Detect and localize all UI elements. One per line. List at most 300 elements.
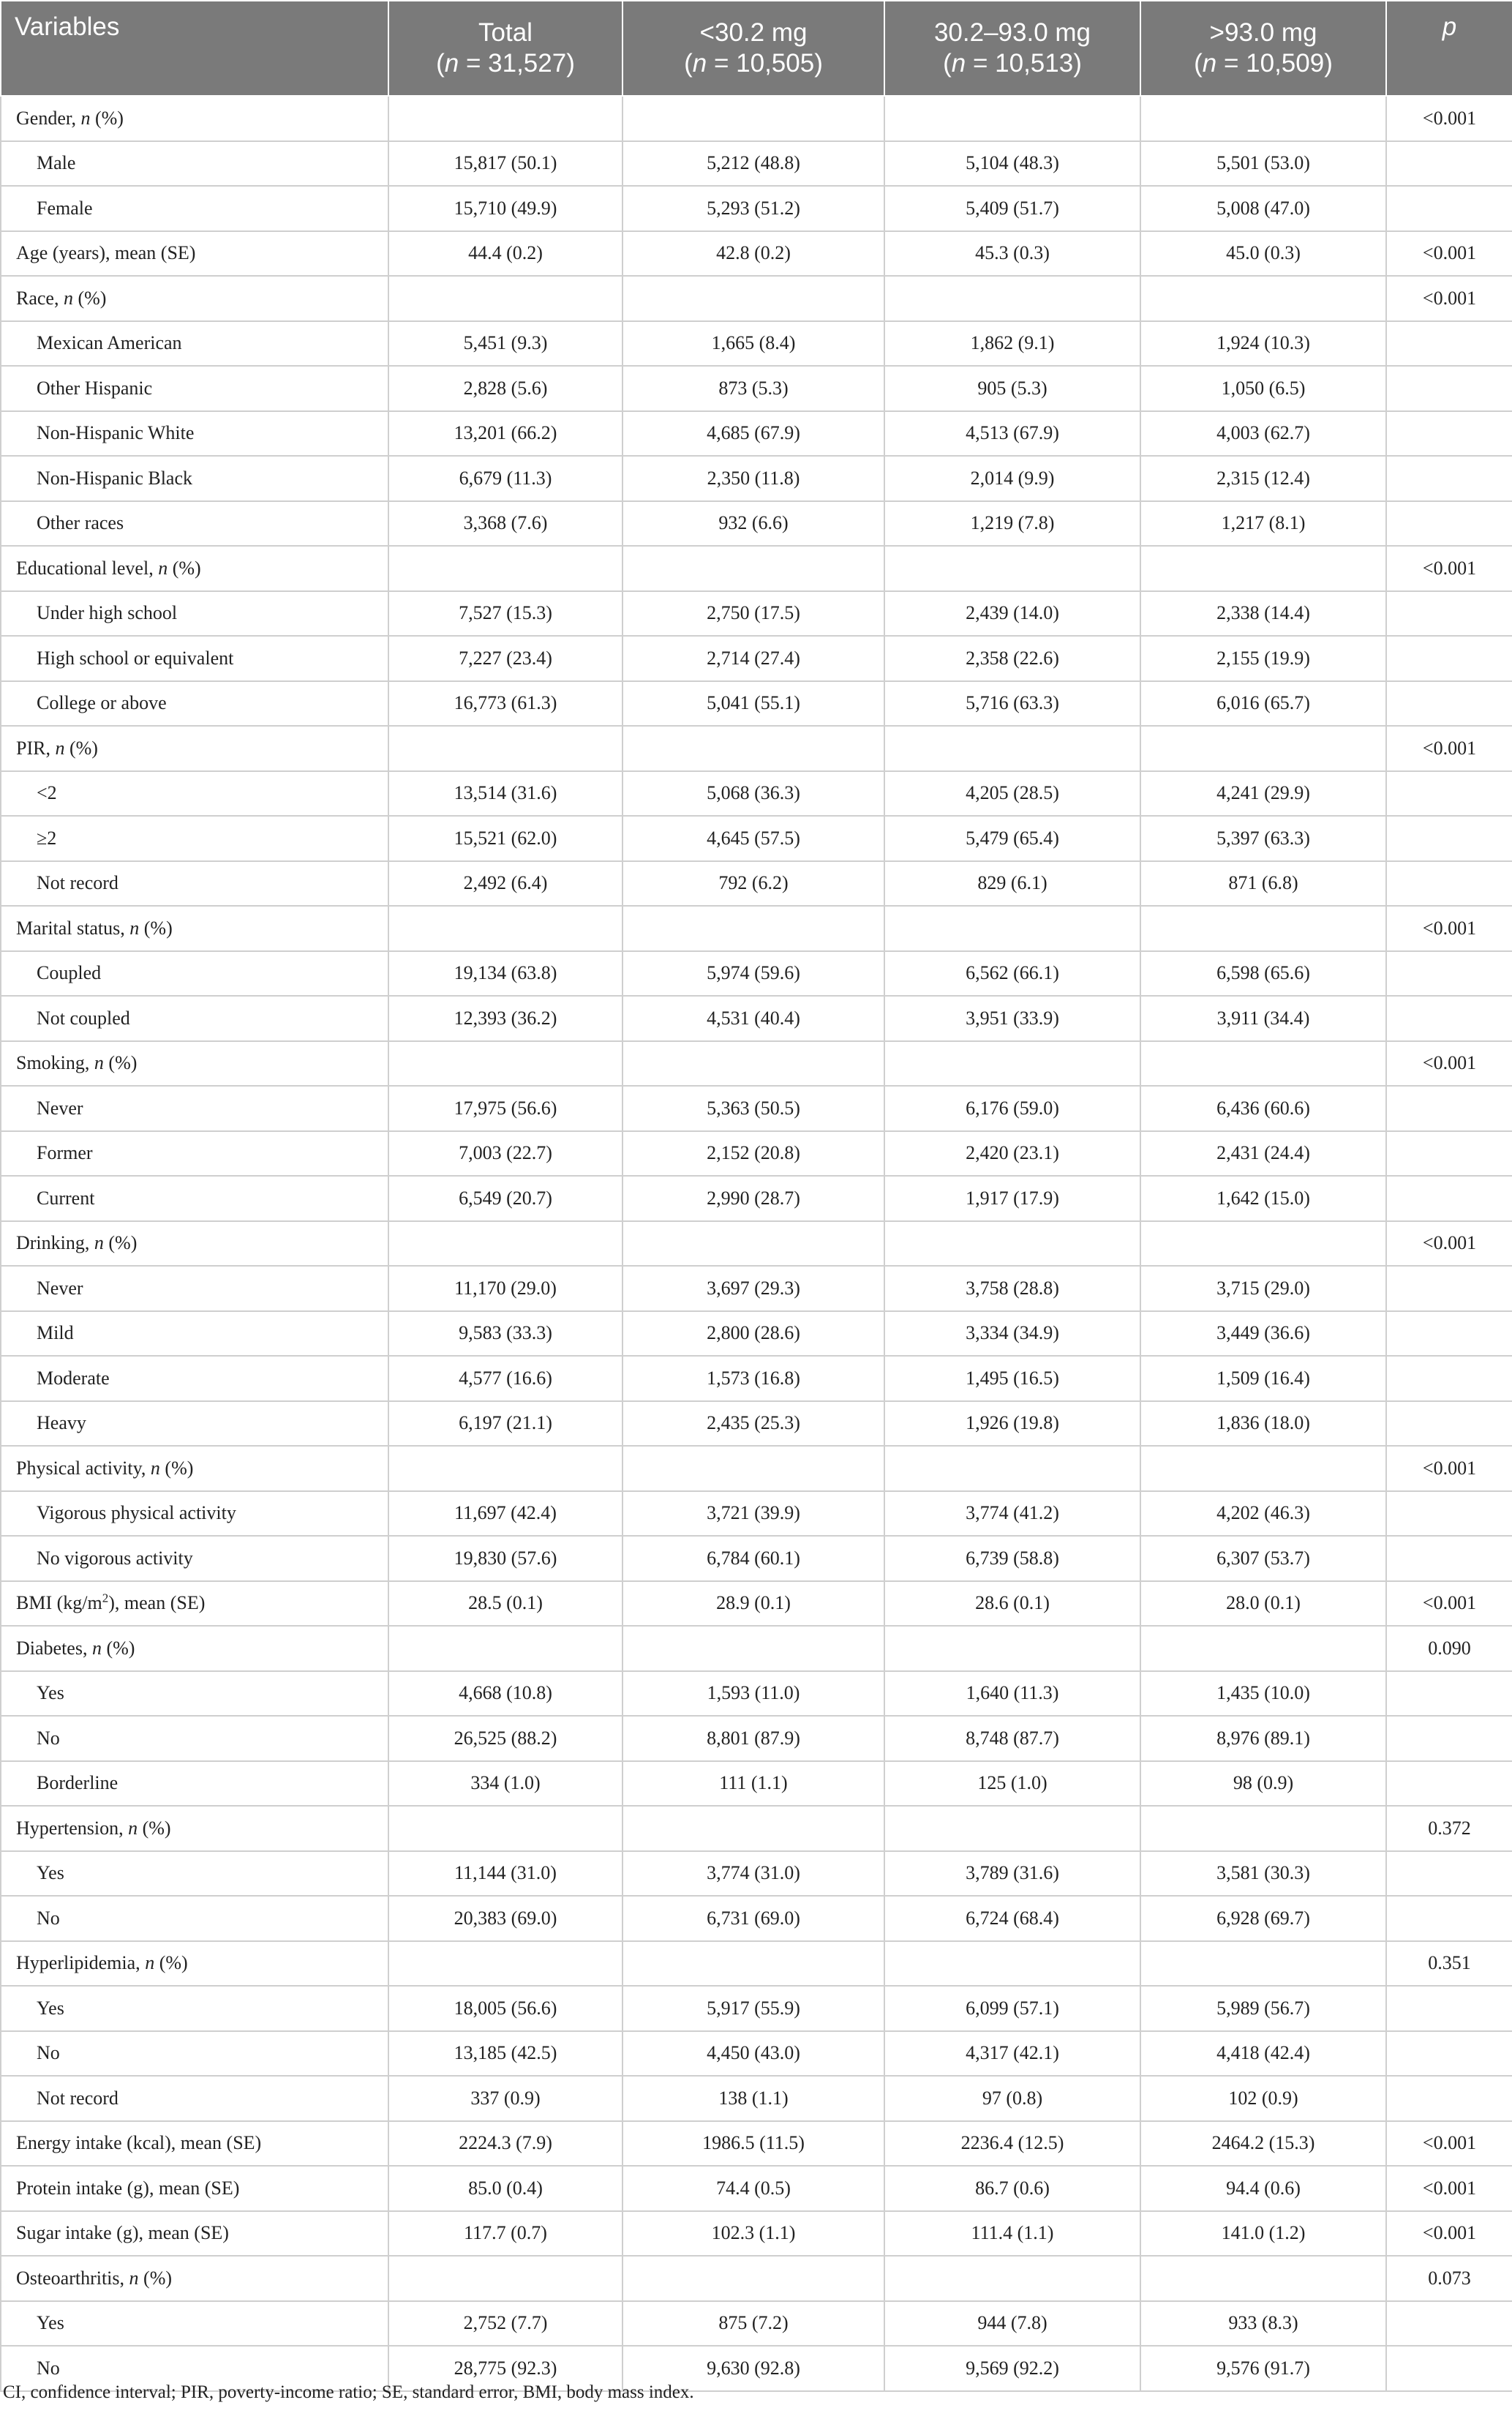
cell-total: 13,185 (42.5) bbox=[388, 2031, 623, 2077]
cell-total: 44.4 (0.2) bbox=[388, 231, 623, 277]
row-label-text: Osteoarthritis, bbox=[16, 2267, 129, 2289]
table-row bbox=[1, 276, 1512, 321]
cell-mid-group: 2236.4 (12.5) bbox=[884, 2121, 1140, 2167]
cell-high-group: 3,581 (30.3) bbox=[1140, 1851, 1386, 1897]
cell-p-value: <0.001 bbox=[1386, 2211, 1512, 2257]
cell-high-group: 1,642 (15.0) bbox=[1140, 1176, 1386, 1221]
row-label bbox=[1, 951, 388, 997]
table-row bbox=[1, 321, 1512, 367]
row-label bbox=[1, 771, 388, 817]
cell-mid-group bbox=[884, 1041, 1140, 1087]
row-label-text: Drinking, bbox=[16, 1232, 94, 1254]
cell-total: 2,752 (7.7) bbox=[388, 2301, 623, 2347]
row-label-text: ≥2 bbox=[37, 827, 57, 849]
cell-p-value bbox=[1386, 2346, 1512, 2391]
row-label-italic: n bbox=[150, 1457, 160, 1479]
cell-high-group: 5,501 (53.0) bbox=[1140, 141, 1386, 187]
cell-low-group: 4,450 (43.0) bbox=[623, 2031, 884, 2077]
table-row bbox=[1, 591, 1512, 637]
row-label-text: PIR, bbox=[16, 737, 56, 759]
row-label-text: Smoking, bbox=[16, 1052, 94, 1074]
cell-low-group: 875 (7.2) bbox=[623, 2301, 884, 2347]
cell-low-group: 9,630 (92.8) bbox=[623, 2346, 884, 2391]
cell-mid-group bbox=[884, 906, 1140, 951]
cell-p-value: <0.001 bbox=[1386, 2121, 1512, 2167]
cell-low-group: 1,665 (8.4) bbox=[623, 321, 884, 367]
row-label bbox=[1, 1761, 388, 1807]
row-label bbox=[1, 2121, 388, 2167]
cell-high-group: 2,338 (14.4) bbox=[1140, 591, 1386, 637]
table-row bbox=[1, 2076, 1512, 2121]
cell-mid-group: 8,748 (87.7) bbox=[884, 1716, 1140, 1761]
cell-total: 28.5 (0.1) bbox=[388, 1581, 623, 1627]
cell-p-value bbox=[1386, 2031, 1512, 2077]
cell-low-group: 2,714 (27.4) bbox=[623, 636, 884, 681]
cell-p-value bbox=[1386, 1986, 1512, 2031]
cell-low-group bbox=[623, 1941, 884, 1987]
cell-mid-group: 2,420 (23.1) bbox=[884, 1131, 1140, 1177]
cell-mid-group bbox=[884, 1446, 1140, 1491]
row-label-text: Not coupled bbox=[37, 1007, 130, 1029]
row-label-text: Age (years), mean (SE) bbox=[16, 242, 196, 264]
cell-mid-group: 5,104 (48.3) bbox=[884, 141, 1140, 187]
row-label bbox=[1, 276, 388, 321]
cell-p-value bbox=[1386, 771, 1512, 817]
cell-high-group: 5,397 (63.3) bbox=[1140, 816, 1386, 861]
header-low-title: <30.2 mg bbox=[699, 18, 808, 47]
table-row bbox=[1, 1806, 1512, 1851]
cell-high-group: 3,911 (34.4) bbox=[1140, 996, 1386, 1041]
cell-total: 6,197 (21.1) bbox=[388, 1401, 623, 1447]
cell-total: 26,525 (88.2) bbox=[388, 1716, 623, 1761]
table-row bbox=[1, 1221, 1512, 1267]
row-label-text: College or above bbox=[37, 692, 167, 714]
table-row bbox=[1, 996, 1512, 1041]
cell-low-group: 2,990 (28.7) bbox=[623, 1176, 884, 1221]
table-row bbox=[1, 726, 1512, 771]
row-label bbox=[1, 546, 388, 591]
table-row bbox=[1, 96, 1512, 141]
row-label-text: Protein intake (g), mean (SE) bbox=[16, 2177, 240, 2199]
cell-total: 3,368 (7.6) bbox=[388, 501, 623, 547]
cell-total: 11,170 (29.0) bbox=[388, 1266, 623, 1311]
cell-total bbox=[388, 1941, 623, 1987]
cell-low-group: 2,750 (17.5) bbox=[623, 591, 884, 637]
cell-high-group: 3,449 (36.6) bbox=[1140, 1311, 1386, 1357]
cell-high-group bbox=[1140, 1806, 1386, 1851]
row-label bbox=[1, 996, 388, 1041]
table-row bbox=[1, 1401, 1512, 1447]
cell-total: 2224.3 (7.9) bbox=[388, 2121, 623, 2167]
row-label-text: Not record bbox=[37, 872, 119, 894]
cell-p-value: <0.001 bbox=[1386, 1446, 1512, 1491]
table-row bbox=[1, 771, 1512, 817]
cell-p-value: 0.073 bbox=[1386, 2256, 1512, 2301]
cell-total: 13,201 (66.2) bbox=[388, 411, 623, 457]
cell-total: 6,679 (11.3) bbox=[388, 456, 623, 501]
cell-high-group bbox=[1140, 1626, 1386, 1671]
cell-p-value bbox=[1386, 1716, 1512, 1761]
cell-p-value bbox=[1386, 861, 1512, 907]
cell-low-group: 792 (6.2) bbox=[623, 861, 884, 907]
cell-total: 7,527 (15.3) bbox=[388, 591, 623, 637]
table-row bbox=[1, 2211, 1512, 2257]
row-label bbox=[1, 456, 388, 501]
row-label-suffix: (%) bbox=[72, 287, 107, 309]
cell-mid-group: 3,758 (28.8) bbox=[884, 1266, 1140, 1311]
cell-mid-group: 3,774 (41.2) bbox=[884, 1491, 1140, 1537]
cell-p-value bbox=[1386, 996, 1512, 1041]
cell-total: 334 (1.0) bbox=[388, 1761, 623, 1807]
cell-mid-group: 4,205 (28.5) bbox=[884, 771, 1140, 817]
cell-high-group: 9,576 (91.7) bbox=[1140, 2346, 1386, 2391]
row-label bbox=[1, 2031, 388, 2077]
cell-total bbox=[388, 1041, 623, 1087]
cell-total bbox=[388, 2256, 623, 2301]
row-label bbox=[1, 1896, 388, 1941]
table-row bbox=[1, 951, 1512, 997]
row-label-text: No bbox=[37, 2357, 60, 2379]
cell-p-value bbox=[1386, 1176, 1512, 1221]
cell-p-value: <0.001 bbox=[1386, 276, 1512, 321]
cell-high-group bbox=[1140, 1446, 1386, 1491]
cell-low-group: 5,212 (48.8) bbox=[623, 141, 884, 187]
cell-p-value bbox=[1386, 681, 1512, 727]
cell-high-group: 2464.2 (15.3) bbox=[1140, 2121, 1386, 2167]
row-label bbox=[1, 1941, 388, 1987]
cell-p-value bbox=[1386, 2301, 1512, 2347]
header-low-group bbox=[623, 1, 884, 96]
header-low-n: (n = 10,505) bbox=[684, 49, 823, 78]
cell-high-group: 102 (0.9) bbox=[1140, 2076, 1386, 2121]
cell-mid-group: 2,358 (22.6) bbox=[884, 636, 1140, 681]
row-label-text: Under high school bbox=[37, 602, 178, 624]
row-label bbox=[1, 231, 388, 277]
table-row bbox=[1, 1761, 1512, 1807]
row-label bbox=[1, 2211, 388, 2257]
cell-low-group: 4,645 (57.5) bbox=[623, 816, 884, 861]
row-label bbox=[1, 1041, 388, 1087]
cell-mid-group: 111.4 (1.1) bbox=[884, 2211, 1140, 2257]
header-total-title: Total bbox=[478, 18, 533, 47]
row-label bbox=[1, 1716, 388, 1761]
cell-high-group: 4,003 (62.7) bbox=[1140, 411, 1386, 457]
row-label-text: Hyperlipidemia, bbox=[16, 1952, 146, 1974]
header-variables: Variables bbox=[1, 1, 388, 96]
cell-low-group bbox=[623, 96, 884, 141]
row-label-text: <2 bbox=[37, 782, 57, 804]
table-row bbox=[1, 1986, 1512, 2031]
cell-p-value bbox=[1386, 1356, 1512, 1401]
cell-mid-group: 2,014 (9.9) bbox=[884, 456, 1140, 501]
cell-mid-group: 905 (5.3) bbox=[884, 366, 1140, 411]
cell-p-value: <0.001 bbox=[1386, 1581, 1512, 1627]
row-label-text: BMI (kg/m bbox=[16, 1592, 102, 1614]
row-label-text: Never bbox=[37, 1097, 83, 1119]
cell-p-value bbox=[1386, 321, 1512, 367]
row-label-italic: n bbox=[91, 1637, 102, 1659]
row-label bbox=[1, 1176, 388, 1221]
row-label bbox=[1, 1446, 388, 1491]
row-label-italic: n bbox=[80, 107, 91, 129]
header-high-n: (n = 10,509) bbox=[1194, 49, 1333, 78]
cell-low-group: 6,731 (69.0) bbox=[623, 1896, 884, 1941]
row-label bbox=[1, 321, 388, 367]
cell-mid-group: 4,513 (67.9) bbox=[884, 411, 1140, 457]
row-label-text: Non-Hispanic White bbox=[37, 422, 195, 444]
cell-p-value bbox=[1386, 2076, 1512, 2121]
cell-low-group: 2,800 (28.6) bbox=[623, 1311, 884, 1357]
row-label-text: Coupled bbox=[37, 962, 102, 984]
cell-low-group: 42.8 (0.2) bbox=[623, 231, 884, 277]
cell-high-group: 2,315 (12.4) bbox=[1140, 456, 1386, 501]
row-label-italic: n bbox=[63, 287, 73, 309]
cell-total bbox=[388, 1626, 623, 1671]
cell-high-group: 1,050 (6.5) bbox=[1140, 366, 1386, 411]
row-label-suffix: (%) bbox=[138, 2267, 173, 2289]
table-header bbox=[1, 1, 1512, 96]
row-label-text: Educational level, bbox=[16, 557, 159, 579]
cell-total bbox=[388, 276, 623, 321]
cell-high-group bbox=[1140, 2256, 1386, 2301]
cell-high-group: 45.0 (0.3) bbox=[1140, 231, 1386, 277]
cell-high-group: 6,436 (60.6) bbox=[1140, 1086, 1386, 1131]
cell-p-value bbox=[1386, 411, 1512, 457]
cell-low-group: 2,435 (25.3) bbox=[623, 1401, 884, 1447]
cell-mid-group: 944 (7.8) bbox=[884, 2301, 1140, 2347]
row-label-text: No vigorous activity bbox=[37, 1547, 193, 1569]
cell-high-group: 6,598 (65.6) bbox=[1140, 951, 1386, 997]
cell-p-value: 0.372 bbox=[1386, 1806, 1512, 1851]
header-row bbox=[1, 1, 1512, 96]
cell-total: 117.7 (0.7) bbox=[388, 2211, 623, 2257]
table-row bbox=[1, 2031, 1512, 2077]
cell-total: 20,383 (69.0) bbox=[388, 1896, 623, 1941]
cell-high-group bbox=[1140, 276, 1386, 321]
cell-high-group: 1,435 (10.0) bbox=[1140, 1671, 1386, 1717]
cell-low-group bbox=[623, 906, 884, 951]
cell-high-group: 933 (8.3) bbox=[1140, 2301, 1386, 2347]
row-label bbox=[1, 861, 388, 907]
cell-low-group: 1,573 (16.8) bbox=[623, 1356, 884, 1401]
cell-low-group bbox=[623, 1041, 884, 1087]
cell-high-group: 4,202 (46.3) bbox=[1140, 1491, 1386, 1537]
cell-low-group: 138 (1.1) bbox=[623, 2076, 884, 2121]
row-label bbox=[1, 2166, 388, 2211]
cell-mid-group bbox=[884, 2256, 1140, 2301]
row-label-text: Race, bbox=[16, 287, 64, 309]
cell-mid-group: 5,409 (51.7) bbox=[884, 186, 1140, 231]
cell-p-value bbox=[1386, 816, 1512, 861]
cell-total bbox=[388, 1806, 623, 1851]
header-high-group bbox=[1140, 1, 1386, 96]
table-row bbox=[1, 1896, 1512, 1941]
cell-low-group: 5,363 (50.5) bbox=[623, 1086, 884, 1131]
cell-high-group: 6,016 (65.7) bbox=[1140, 681, 1386, 727]
row-label bbox=[1, 681, 388, 727]
cell-mid-group: 28.6 (0.1) bbox=[884, 1581, 1140, 1627]
table-row bbox=[1, 1716, 1512, 1761]
cell-low-group bbox=[623, 546, 884, 591]
row-label-text: Moderate bbox=[37, 1367, 110, 1389]
row-label bbox=[1, 1356, 388, 1401]
cell-total: 2,828 (5.6) bbox=[388, 366, 623, 411]
cell-total: 6,549 (20.7) bbox=[388, 1176, 623, 1221]
cell-mid-group bbox=[884, 1221, 1140, 1267]
cell-mid-group: 9,569 (92.2) bbox=[884, 2346, 1140, 2391]
cell-total: 11,697 (42.4) bbox=[388, 1491, 623, 1537]
cell-high-group: 141.0 (1.2) bbox=[1140, 2211, 1386, 2257]
cell-p-value bbox=[1386, 951, 1512, 997]
cell-low-group: 102.3 (1.1) bbox=[623, 2211, 884, 2257]
cell-mid-group: 3,334 (34.9) bbox=[884, 1311, 1140, 1357]
cell-high-group: 1,509 (16.4) bbox=[1140, 1356, 1386, 1401]
cell-mid-group: 1,219 (7.8) bbox=[884, 501, 1140, 547]
cell-total: 12,393 (36.2) bbox=[388, 996, 623, 1041]
cell-total: 18,005 (56.6) bbox=[388, 1986, 623, 2031]
cell-total: 7,227 (23.4) bbox=[388, 636, 623, 681]
table-row bbox=[1, 366, 1512, 411]
cell-mid-group bbox=[884, 1626, 1140, 1671]
cell-total: 17,975 (56.6) bbox=[388, 1086, 623, 1131]
row-label-suffix: (%) bbox=[64, 737, 98, 759]
row-label bbox=[1, 366, 388, 411]
cell-low-group: 5,293 (51.2) bbox=[623, 186, 884, 231]
row-label-italic: n bbox=[128, 1817, 138, 1839]
cell-mid-group: 3,951 (33.9) bbox=[884, 996, 1140, 1041]
cell-low-group bbox=[623, 726, 884, 771]
row-label bbox=[1, 186, 388, 231]
cell-total: 15,521 (62.0) bbox=[388, 816, 623, 861]
cell-low-group: 74.4 (0.5) bbox=[623, 2166, 884, 2211]
cell-low-group bbox=[623, 1446, 884, 1491]
cell-high-group bbox=[1140, 1041, 1386, 1087]
cell-p-value bbox=[1386, 1851, 1512, 1897]
row-label bbox=[1, 1806, 388, 1851]
table-row bbox=[1, 1626, 1512, 1671]
cell-mid-group bbox=[884, 1941, 1140, 1987]
header-p-value: p bbox=[1386, 1, 1512, 96]
cell-high-group: 2,155 (19.9) bbox=[1140, 636, 1386, 681]
row-label-suffix: (%) bbox=[139, 917, 173, 939]
table-row bbox=[1, 411, 1512, 457]
table-footnote: CI, confidence interval; PIR, poverty-income ratio; SE, standard error, BMI, body mass index. bbox=[3, 2382, 694, 2402]
table-row bbox=[1, 636, 1512, 681]
row-label-text: Never bbox=[37, 1277, 83, 1299]
cell-low-group: 2,350 (11.8) bbox=[623, 456, 884, 501]
cell-total: 19,134 (63.8) bbox=[388, 951, 623, 997]
cell-low-group bbox=[623, 1626, 884, 1671]
cell-low-group bbox=[623, 1221, 884, 1267]
table-row bbox=[1, 1446, 1512, 1491]
table-row bbox=[1, 861, 1512, 907]
cell-low-group: 5,041 (55.1) bbox=[623, 681, 884, 727]
cell-total: 15,710 (49.9) bbox=[388, 186, 623, 231]
cell-p-value: 0.351 bbox=[1386, 1941, 1512, 1987]
cell-p-value bbox=[1386, 141, 1512, 187]
cell-mid-group bbox=[884, 1806, 1140, 1851]
row-label bbox=[1, 1851, 388, 1897]
cell-total: 13,514 (31.6) bbox=[388, 771, 623, 817]
cell-low-group: 8,801 (87.9) bbox=[623, 1716, 884, 1761]
row-label-text: Physical activity, bbox=[16, 1457, 151, 1479]
table-row bbox=[1, 546, 1512, 591]
cell-high-group: 4,418 (42.4) bbox=[1140, 2031, 1386, 2077]
cell-p-value: <0.001 bbox=[1386, 2166, 1512, 2211]
cell-high-group bbox=[1140, 906, 1386, 951]
cell-p-value bbox=[1386, 1896, 1512, 1941]
cell-low-group bbox=[623, 276, 884, 321]
row-label-text: Other Hispanic bbox=[37, 377, 153, 399]
cell-high-group bbox=[1140, 546, 1386, 591]
cell-p-value bbox=[1386, 186, 1512, 231]
cell-mid-group: 4,317 (42.1) bbox=[884, 2031, 1140, 2077]
cell-total bbox=[388, 1221, 623, 1267]
cell-high-group: 4,241 (29.9) bbox=[1140, 771, 1386, 817]
row-label-text: Diabetes, bbox=[16, 1637, 92, 1659]
row-label bbox=[1, 1536, 388, 1581]
cell-mid-group bbox=[884, 96, 1140, 141]
row-label-italic: n bbox=[55, 737, 65, 759]
row-label bbox=[1, 1626, 388, 1671]
cell-low-group: 1986.5 (11.5) bbox=[623, 2121, 884, 2167]
cell-low-group: 3,697 (29.3) bbox=[623, 1266, 884, 1311]
row-label bbox=[1, 1581, 388, 1627]
row-label-text: Vigorous physical activity bbox=[37, 1502, 236, 1524]
header-high-title: >93.0 mg bbox=[1209, 18, 1317, 47]
cell-low-group: 5,068 (36.3) bbox=[623, 771, 884, 817]
cell-total: 7,003 (22.7) bbox=[388, 1131, 623, 1177]
cell-p-value: <0.001 bbox=[1386, 906, 1512, 951]
table-row bbox=[1, 1176, 1512, 1221]
table-row bbox=[1, 2166, 1512, 2211]
row-label-text: Not record bbox=[37, 2087, 119, 2109]
cell-high-group: 6,307 (53.7) bbox=[1140, 1536, 1386, 1581]
row-label-text: High school or equivalent bbox=[37, 647, 234, 669]
table-row bbox=[1, 2256, 1512, 2301]
cell-mid-group: 5,479 (65.4) bbox=[884, 816, 1140, 861]
row-label-text: Non-Hispanic Black bbox=[37, 467, 193, 489]
row-label-suffix: (%) bbox=[138, 1817, 171, 1839]
cell-low-group: 28.9 (0.1) bbox=[623, 1581, 884, 1627]
cell-mid-group: 45.3 (0.3) bbox=[884, 231, 1140, 277]
table-row bbox=[1, 681, 1512, 727]
header-total bbox=[388, 1, 623, 96]
row-label-italic: n bbox=[94, 1232, 104, 1254]
row-label bbox=[1, 96, 388, 141]
cell-high-group bbox=[1140, 726, 1386, 771]
cell-p-value bbox=[1386, 1761, 1512, 1807]
cell-mid-group: 6,099 (57.1) bbox=[884, 1986, 1140, 2031]
row-label-suffix: ), mean (SE) bbox=[108, 1592, 206, 1614]
table-row bbox=[1, 456, 1512, 501]
cell-total bbox=[388, 726, 623, 771]
cell-high-group: 8,976 (89.1) bbox=[1140, 1716, 1386, 1761]
cell-total: 11,144 (31.0) bbox=[388, 1851, 623, 1897]
cell-low-group bbox=[623, 2256, 884, 2301]
row-label-text: Mexican American bbox=[37, 332, 182, 354]
cell-high-group bbox=[1140, 1221, 1386, 1267]
table-body bbox=[1, 96, 1512, 2391]
table-row bbox=[1, 816, 1512, 861]
cell-low-group: 4,531 (40.4) bbox=[623, 996, 884, 1041]
row-label bbox=[1, 2076, 388, 2121]
row-label-italic: n bbox=[129, 2267, 139, 2289]
cell-total: 19,830 (57.6) bbox=[388, 1536, 623, 1581]
cell-mid-group: 1,926 (19.8) bbox=[884, 1401, 1140, 1447]
cell-high-group: 94.4 (0.6) bbox=[1140, 2166, 1386, 2211]
cell-total: 5,451 (9.3) bbox=[388, 321, 623, 367]
